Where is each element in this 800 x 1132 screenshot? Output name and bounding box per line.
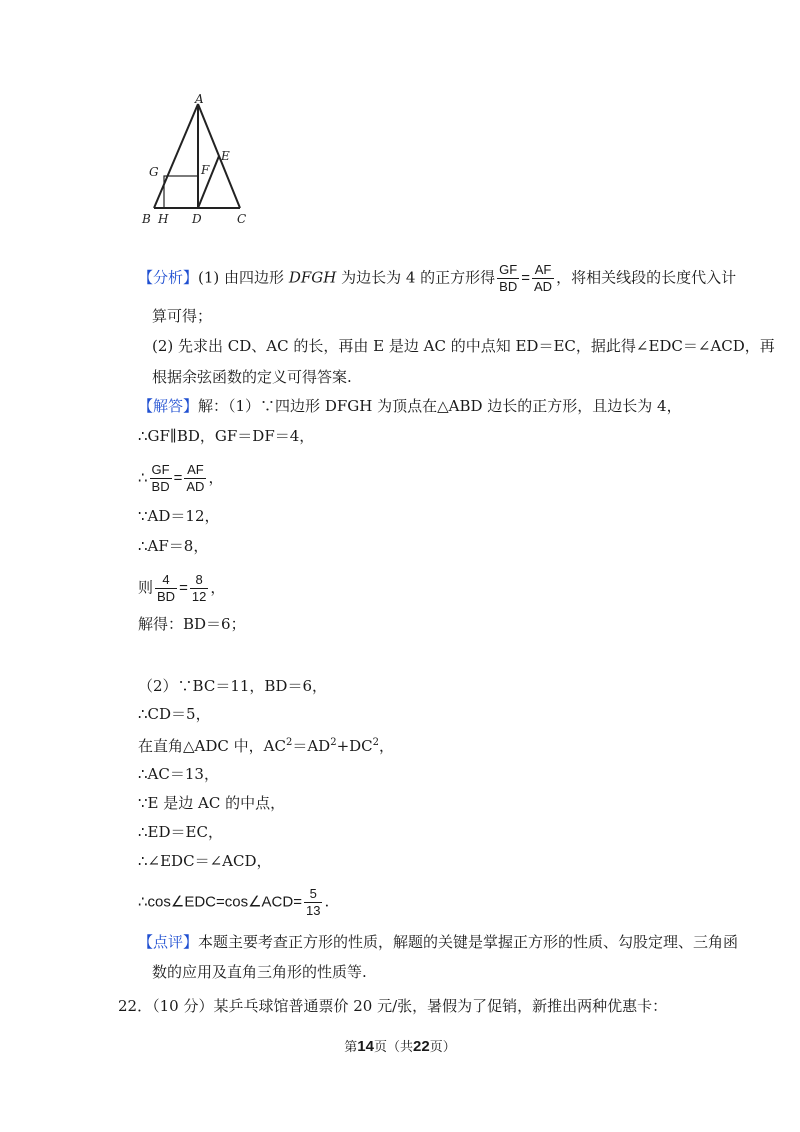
- square-dfgh: [164, 176, 198, 208]
- solution-line-6: 则 $\frac{4}{BD}$ = $\frac{8}{12}$ ，: [138, 572, 226, 604]
- fraction-numerator: AF: [184, 462, 206, 479]
- solution-line-11: ∴AC＝13，: [138, 765, 219, 783]
- comment-line-2: 数的应用及直角三角形的性质等.: [152, 963, 367, 981]
- solution-line-7: 解得：BD＝6；: [138, 615, 246, 633]
- fraction-af-ad: [532, 262, 554, 295]
- triangle-figure: [132, 92, 256, 230]
- solution-line-15: ∴cos∠EDC=cos∠ACD= $\frac{5}{13}$ .: [138, 886, 330, 918]
- analysis-line-1: 【分析】(1) 由四边形 DFGH 为边长为 4 的正方形得 $\frac{GF}{BD}$ = $\frac{AF}{AD}$ ，将相关线段的长度代入计: [138, 262, 737, 294]
- label-d: D: [192, 212, 202, 226]
- total-page-count: 22: [413, 1038, 430, 1055]
- solution-text: 则: [138, 578, 154, 597]
- fraction-numerator: GF: [151, 462, 170, 477]
- label-c: C: [237, 212, 247, 226]
- solution-line-8: （2）∵BC＝11，BD＝6，: [138, 677, 328, 695]
- fraction-numerator: AF: [532, 262, 554, 279]
- solution-line-9: ∴CD＝5，: [138, 705, 211, 723]
- solution-text: 解：（1）∵四边形 DFGH 为顶点在△ABD 边长的正方形，且边长为 4，: [198, 397, 682, 415]
- fraction-af-ad: [184, 462, 206, 495]
- solution-line-10: 在直角△ADC 中，$AC^2=AD^2+DC^2$，: [138, 737, 395, 755]
- solution-line-14: ∴∠EDC＝∠ACD，: [138, 852, 272, 870]
- solution-tag: 【解答】: [138, 397, 199, 415]
- fraction-numerator: 4: [155, 572, 177, 589]
- comment-line-1: [138, 932, 738, 952]
- fraction-denominator: BD: [151, 479, 170, 494]
- label-h: H: [158, 212, 169, 226]
- label-a: A: [195, 92, 204, 106]
- solution-line-12: ∵E 是边 AC 的中点，: [138, 794, 286, 812]
- fraction-denominator: BD: [499, 279, 518, 294]
- side-ab: [154, 104, 198, 208]
- label-f: F: [201, 163, 210, 177]
- fraction-denominator: BD: [157, 589, 176, 604]
- analysis-text: ，将相关线段的长度代入计: [556, 268, 737, 287]
- solution-line-13: ∴ED＝EC，: [138, 823, 223, 841]
- page-footer: 第14页（共22页）: [344, 1038, 456, 1055]
- analysis-line-2: 算可得；: [152, 307, 213, 325]
- analysis-text: (1) 由四边形: [198, 268, 289, 287]
- solution-line-1: [138, 396, 682, 416]
- fraction-8-12: [190, 572, 208, 605]
- fraction-denominator: 13: [305, 903, 321, 918]
- fraction-denominator: AD: [534, 279, 553, 294]
- fraction-numerator: 5: [304, 886, 322, 903]
- fraction-gf-bd: [150, 462, 172, 495]
- analysis-tag: 【分析】: [138, 268, 199, 287]
- label-g: G: [149, 165, 159, 179]
- solution-line-4: ∵AD＝12，: [138, 507, 220, 525]
- fraction-denominator: AD: [186, 479, 205, 494]
- solution-line-3: ∴ $\frac{GF}{BD}$ = $\frac{AF}{AD}$ ，: [138, 462, 224, 494]
- cosine-expression: ∴cos∠EDC=cos∠ACD=: [138, 893, 302, 911]
- therefore-symbol: ∴: [138, 468, 148, 487]
- comment-tag: 【点评】: [138, 933, 199, 951]
- label-e: E: [221, 149, 230, 163]
- fraction-5-13: [304, 886, 322, 919]
- analysis-shape-name: DFGH: [288, 268, 337, 287]
- solution-line-2: ∴GF∥BD，GF＝DF＝4，: [138, 427, 315, 445]
- current-page-number: 14: [357, 1038, 374, 1055]
- fraction-4-bd: [155, 572, 177, 605]
- label-b: B: [142, 212, 151, 226]
- fraction-denominator: 12: [191, 589, 207, 604]
- fraction-numerator: 8: [190, 572, 208, 589]
- fraction-gf-bd: [497, 262, 519, 295]
- fraction-numerator: GF: [499, 262, 518, 277]
- analysis-line-4: 根据余弦函数的定义可得答案.: [152, 368, 352, 386]
- solution-line-5: ∴AF＝8，: [138, 537, 209, 555]
- question-22: 22．（10 分）某乒乓球馆普通票价 20 元/张，暑假为了促销，新推出两种优惠卡：: [118, 997, 668, 1015]
- analysis-line-3: (2) 先求出 CD、AC 的长，再由 E 是边 AC 的中点知 ED＝EC，据此得∠EDC＝∠ACD，再: [152, 337, 775, 355]
- comment-text: 本题主要考查正方形的性质，解题的关键是掌握正方形的性质、勾股定理、三角函: [198, 933, 739, 951]
- analysis-text: 为边长为 4 的正方形得: [336, 268, 496, 287]
